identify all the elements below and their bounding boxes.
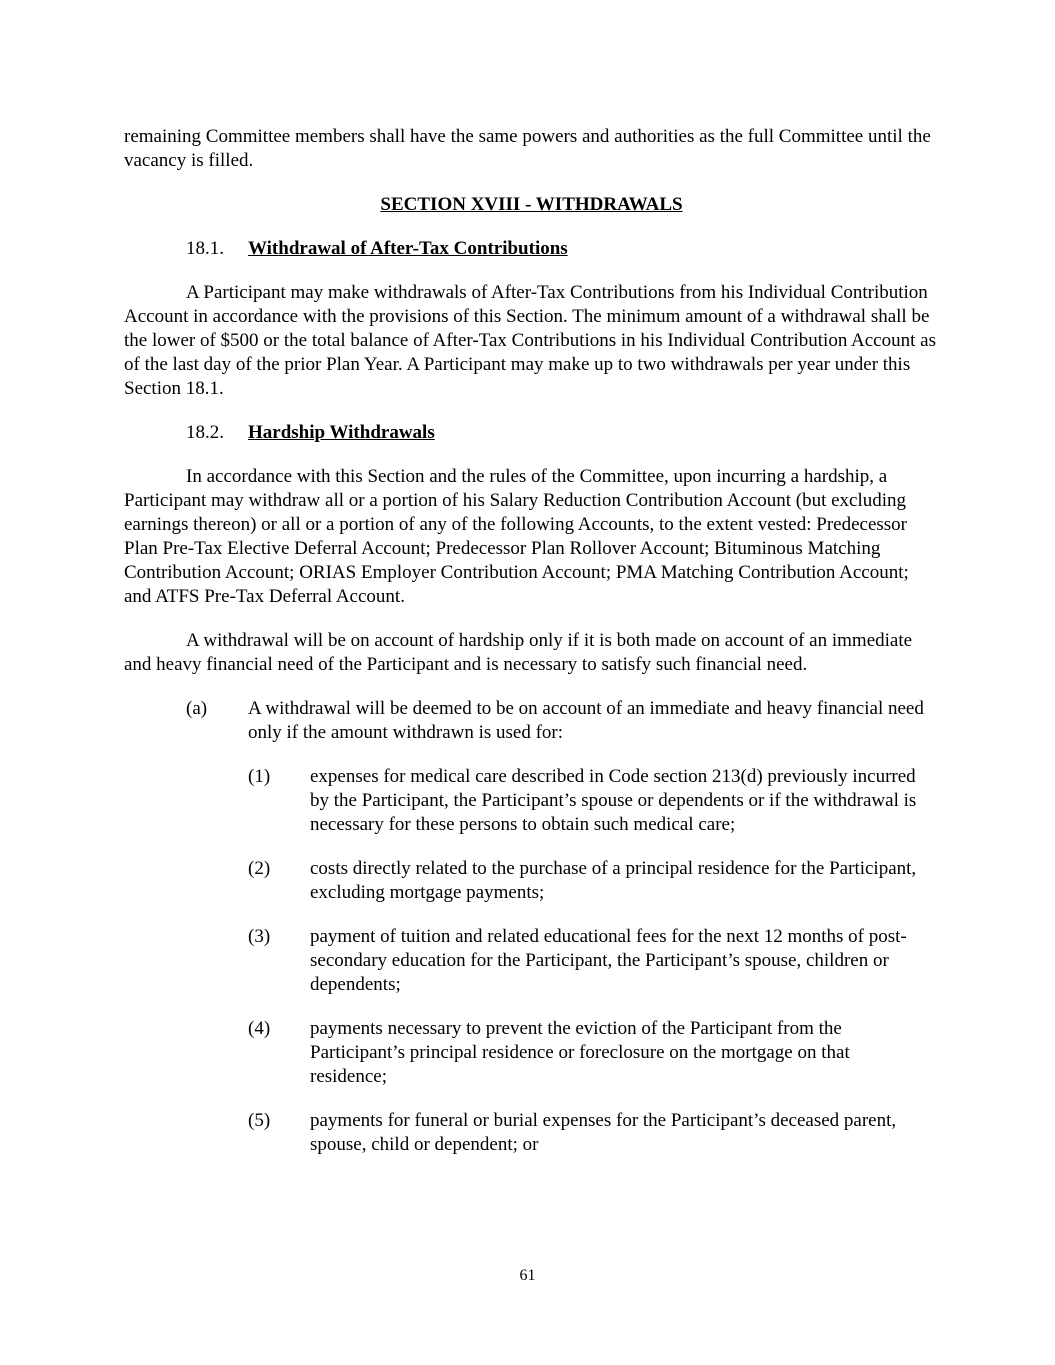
list-text: payments for funeral or burial expenses for the Participant’s deceased parent, spouse, child or dependent; or (310, 1110, 897, 1155)
subsection-18-1-body: A Participant may make withdrawals of After-Tax Contributions from his Individual Contribution Account in accordance with the provisions of this Section. The minimum amount of a withdrawal shall be the lower of $500 or the total balance of After-Tax Contributions in his Individual Contribution Account as of the last day of the prior Plan Year. A Participant may make up to two withdrawals per year under this Section 18.1. (124, 282, 936, 399)
list-text: payment of tuition and related educational fees for the next 12 months of post-secondary education for the Participant, the Participant’s spouse, children or dependents; (310, 926, 907, 995)
list-marker: (5) (248, 1110, 271, 1131)
list-marker: (3) (248, 926, 271, 947)
subsection-18-1-header (124, 237, 939, 261)
list-marker: (2) (248, 858, 271, 879)
list-marker: (1) (248, 766, 271, 787)
subsection-18-2-body-1: In accordance with this Section and the rules of the Committee, upon incurring a hardship, a Participant may withdraw all or a portion of his Salary Reduction Contribution Account (but excluding earnings thereon) or all or a portion of any of the following Accounts, to the extent vested: Predecessor Plan Pre-Tax Elective Deferral Account; Predecessor Plan Rollover Account; Bituminous Matching Contribution Account; ORIAS Employer Contribution Account; PMA Matching Contribution Account; and ATFS Pre-Tax Deferral Account. (124, 466, 909, 607)
list-item-a (124, 697, 939, 745)
list-marker: (a) (186, 698, 208, 719)
sublist-item-1 (124, 765, 939, 837)
subsection-18-2-header (124, 421, 939, 445)
sublist-item-3 (124, 925, 939, 997)
list-text: A withdrawal will be deemed to be on account of an immediate and heavy financial need only if the amount withdrawn is used for: (248, 698, 924, 743)
subsection-heading: Withdrawal of After-Tax Contributions (248, 238, 568, 259)
subsection-18-2-body-2: A withdrawal will be on account of hardship only if it is both made on account of an immediate and heavy financial need of the Participant and is necessary to satisfy such financial need. (124, 630, 913, 675)
page-content (124, 125, 939, 1177)
sublist-item-5 (124, 1109, 939, 1157)
sublist (124, 765, 939, 1157)
subsection-number: 18.2. (186, 422, 224, 443)
subsection-heading: Hardship Withdrawals (248, 422, 435, 443)
list-text: costs directly related to the purchase of a principal residence for the Participant, excluding mortgage payments; (310, 858, 917, 903)
subsection-number: 18.1. (186, 238, 224, 259)
sublist-item-4 (124, 1017, 939, 1089)
list-marker: (4) (248, 1018, 271, 1039)
list-text: expenses for medical care described in Code section 213(d) previously incurred by the Participant, the Participant’s spouse or dependents or if the withdrawal is necessary for these persons to obtain such medical care; (310, 766, 917, 835)
continuation-paragraph: remaining Committee members shall have the same powers and authorities as the full Committee until the vacancy is filled. (124, 126, 931, 171)
list-text: payments necessary to prevent the eviction of the Participant from the Participant’s principal residence or foreclosure on the mortgage on that residence; (310, 1018, 850, 1087)
sublist-item-2 (124, 857, 939, 905)
section-title: SECTION XVIII - WITHDRAWALS (380, 194, 683, 215)
page-number: 61 (519, 1267, 536, 1284)
